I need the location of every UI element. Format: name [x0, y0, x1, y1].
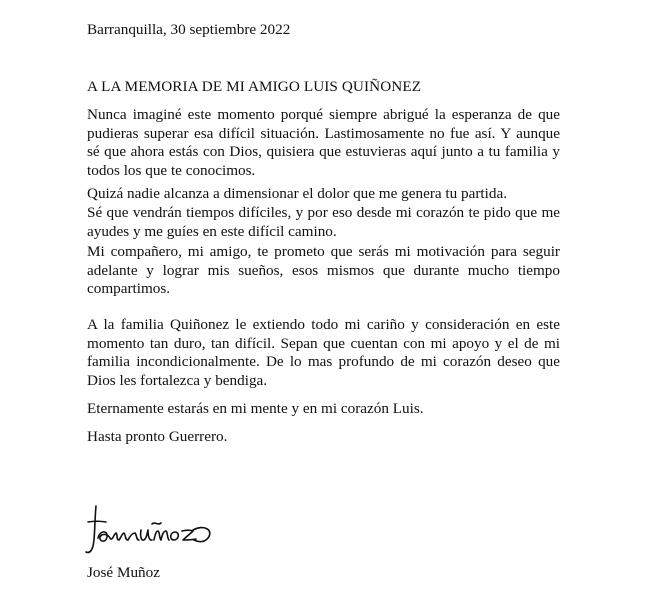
paragraph: A la familia Quiñonez le extiendo todo mi cariño y consideración en este momento tan duro, tan difícil. Sepan que cuentan con mi apoyo y el de mi familia incondicionalmente. De lo mas profundo de mi corazón deseo que Dios les fortalezca y bendiga. — [87, 316, 560, 389]
paragraph: Nunca imaginé este momento porqué siempre abrigué la esperanza de que pudieras superar esa difícil situación. Lastimosamente no fue así. Y aunque sé que ahora estás con Dios, quisiera que estuvieras aquí junto a tu familia y todos los que te conocimos. — [87, 106, 560, 179]
signer-name: José Muñoz — [87, 564, 160, 581]
paragraph: Quizá nadie alcanza a dimensionar el dolor que me genera tu partida. — [87, 185, 507, 202]
paragraph: Mi compañero, mi amigo, te prometo que serás mi motivación para seguir adelante y lograr mis sueños, esos mismos que durante mucho tiempo compartimos. — [87, 243, 560, 298]
handwritten-signature — [80, 500, 220, 560]
paragraph: Eternamente estarás en mi mente y en mi corazón Luis. — [87, 400, 424, 417]
letter-title: A LA MEMORIA DE MI AMIGO LUIS QUIÑONEZ — [87, 78, 422, 95]
place-date: Barranquilla, 30 septiembre 2022 — [87, 21, 291, 38]
paragraph: Hasta pronto Guerrero. — [87, 428, 228, 445]
paragraph: Sé que vendrán tiempos difíciles, y por eso desde mi corazón te pido que me ayudes y me guíes en este difícil camino. — [87, 204, 560, 240]
